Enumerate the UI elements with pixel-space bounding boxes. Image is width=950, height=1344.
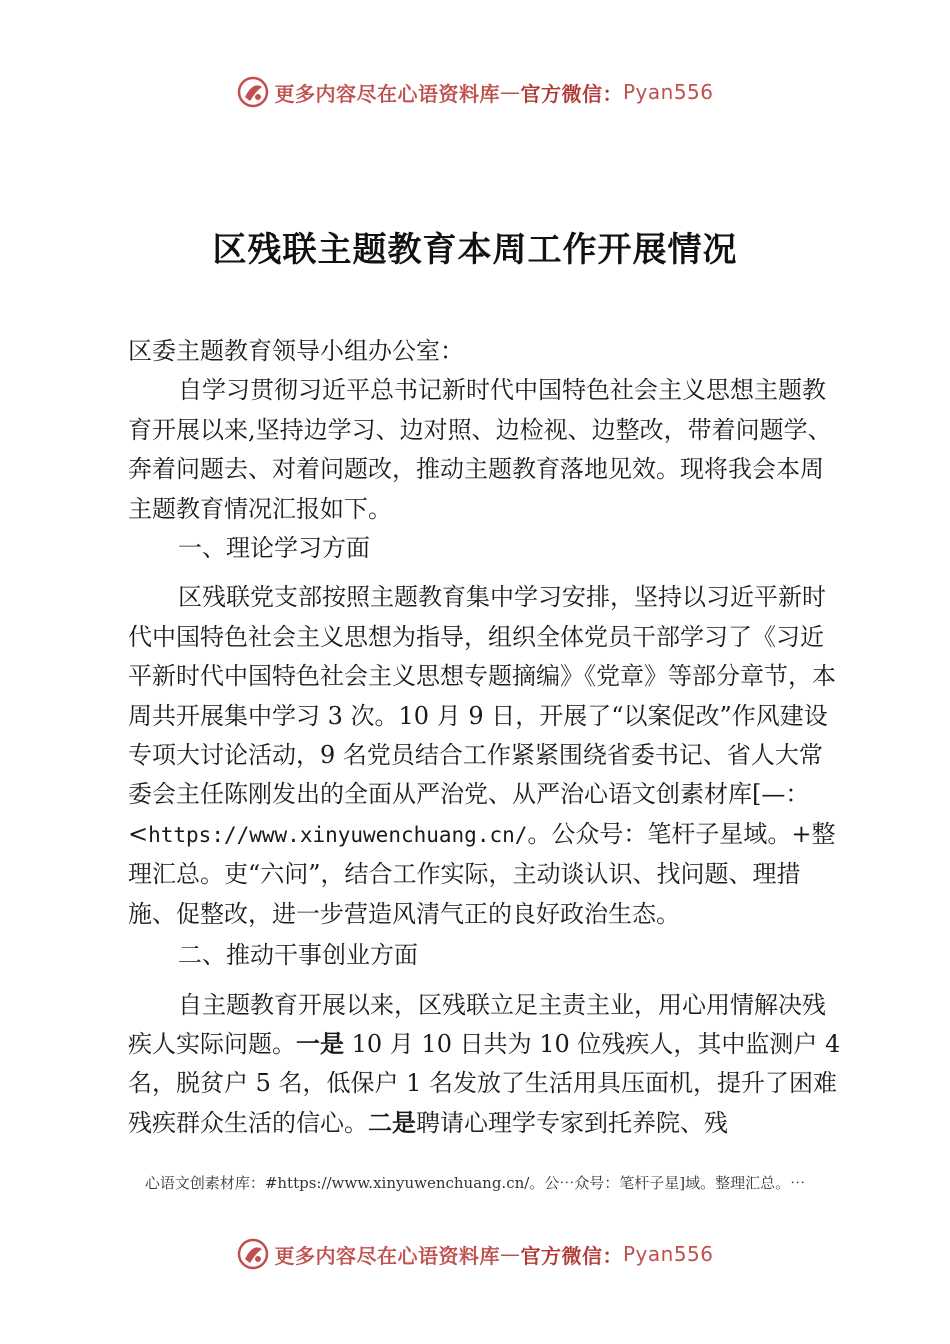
banner-text-wechat: 官方微信：	[520, 1243, 623, 1268]
seal-logo-icon	[236, 1237, 270, 1271]
banner-text-main: 更多内容尽在心语资料库	[274, 81, 500, 106]
banner-dash: —	[499, 1242, 521, 1266]
section2-paragraph	[128, 986, 844, 1144]
section2-text-b: 10 月 10 日共为 10 位残疾人，其中监测户 4 名，脱贫户 5 名，低保户 1 名发放了生活用具压面机，提升了困难残疾群众生活的信心。	[128, 1029, 841, 1137]
section2-bold-first: 一是	[296, 1029, 344, 1058]
section1-heading: 一、理论学习方面	[178, 534, 370, 563]
section2-text-a: 自主题教育开展以来，区残联立足主责主业，用心用情解决残疾人实际问题。	[128, 990, 826, 1058]
banner-wechat-id: Pyan556	[622, 1242, 714, 1266]
banner-text-wechat: 官方微信：	[520, 81, 623, 106]
section1-text-a: 区残联党支部按照主题教育集中学习安排，坚持以习近平新时代中国特色社会主义思想为指导，组织全体党员干部学习了《习近平新时代中国特色社会主义思想专题摘编》《党章》等部分章节，本周共开展集中学习 3 次。10 月 9 日，开展了“以案促改”作风建设专项大讨论活动，9 名党员结合工作紧紧围绕省委书记、省人大常委会主任陈刚发出的全面从严治党、从严治心语文创素材库[—：<	[128, 583, 836, 848]
section1-url: https://www.xinyuwenchuang.cn/	[148, 822, 528, 847]
document-title: 区残联主题教育本周工作开展情况	[212, 230, 738, 270]
footer-banner	[0, 1232, 950, 1276]
footer-watermark-line: 心语文创素材库：#https://www.xinyuwenchuang.cn/。公⋯众号：笔杆子星]域。整理汇总。⋯	[144, 1174, 806, 1192]
intro-paragraph: 自学习贯彻习近平总书记新时代中国特色社会主义思想主题教育开展以来,坚持边学习、边对照、边检视、边整改，带着问题学、奔着问题去、对着问题改，推动主题教育落地见效。现将我会本周主题教育情况汇报如下。	[128, 376, 832, 523]
banner-text-main: 更多内容尽在心语资料库	[274, 1243, 500, 1268]
section2-bold-second: 二是	[368, 1108, 416, 1137]
document-body	[128, 332, 844, 1143]
addressee: 区委主题教育领导小组办公室：	[128, 337, 464, 365]
section2-heading: 二、推动干事创业方面	[178, 941, 418, 970]
banner-wechat-id: Pyan556	[622, 80, 714, 104]
section1-text-b: 。公众号：笔杆子星域。+整理汇总。吏“六问”，结合工作实际，主动谈认识、找问题、理措施、促整改，进一步营造风清气正的良好政治生态。	[128, 819, 836, 928]
seal-logo-icon	[236, 75, 270, 109]
banner-dash: —	[499, 80, 521, 104]
header-banner	[0, 70, 950, 114]
section2-text-c: 聘请心理学专家到托养院、残	[416, 1108, 728, 1137]
section1-paragraph	[128, 578, 844, 934]
